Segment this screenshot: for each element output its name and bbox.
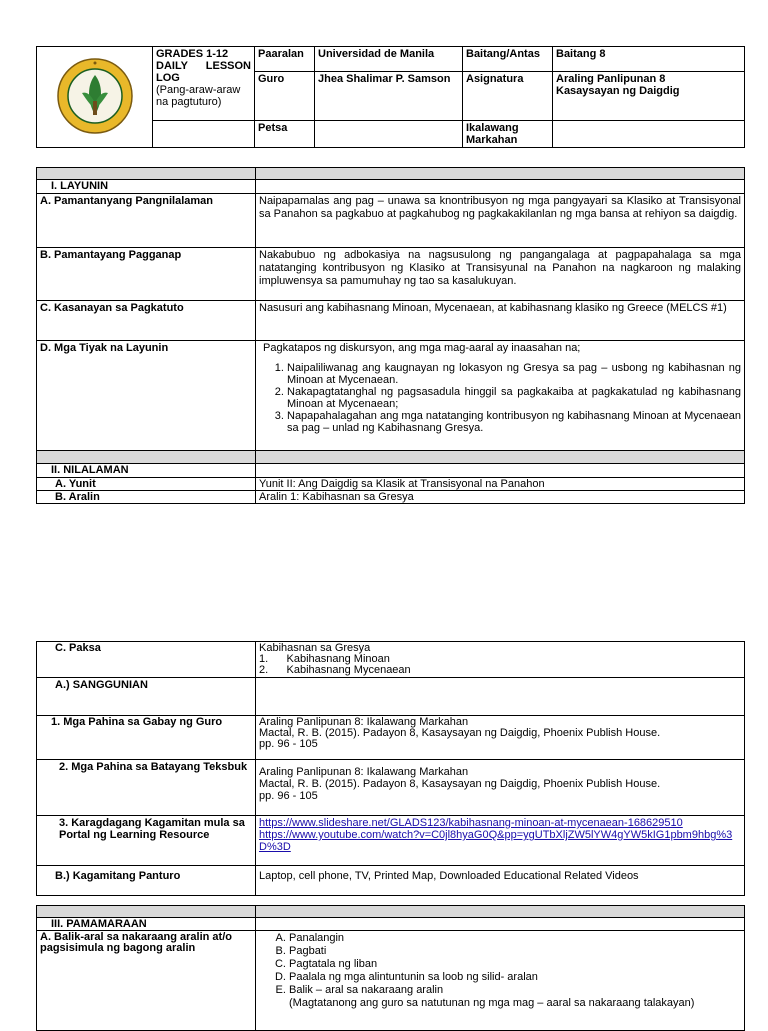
petsa-label: Petsa — [255, 121, 315, 148]
school-seal-icon — [56, 57, 134, 135]
reference-line: Araling Panlipunan 8: Ikalawang Markahan — [259, 766, 469, 778]
layunin-d-content — [256, 341, 745, 451]
asignatura-value — [553, 72, 745, 121]
dll-subtitle: (Pang-araw-araw na pagtuturo) — [156, 84, 241, 108]
baitang-label: Baitang/Antas — [463, 47, 553, 72]
sanggunian-table — [36, 641, 745, 896]
panturo-text: Laptop, cell phone, TV, Printed Map, Downloaded Educational Related Videos — [256, 866, 745, 896]
list-item: 3. Napapahalagahan ang mga natatanging kontribusyon ng kabihasnang Minoan at Mycenaean sa pag – unlad ng Kabihasnang Gresya. — [287, 410, 741, 434]
paksa-label: C. Paksa — [37, 642, 256, 678]
paksa-title: Kabihasnan sa Gresya — [259, 642, 371, 654]
baitang-value: Baitang 8 — [553, 47, 745, 72]
portal-links — [256, 816, 745, 866]
school-seal-cell — [37, 47, 153, 148]
teksbuk-content — [256, 760, 745, 816]
list-item: 2. Kabihasnang Mycenaean — [259, 664, 411, 676]
layunin-heading: I. LAYUNIN — [37, 180, 256, 194]
reference-line: pp. 96 - 105 — [259, 738, 318, 750]
list-item: 1. Naipaliliwanag ang kaugnayan ng lokasyon ng Gresya sa pag – usbong ng kabihasnan ng Minoan at Mycenaean. — [287, 362, 741, 386]
layunin-c-label: C. Kasanayan sa Pagkatuto — [37, 301, 256, 341]
paaralan-label: Paaralan — [255, 47, 315, 72]
panturo-label: B.) Kagamitang Panturo — [37, 866, 256, 896]
list-item: C. Pagtatala ng liban — [289, 958, 741, 971]
layunin-b-text: Nakabubuo ng adbokasiya na nagsusulong ng pangangalaga at pagpapahalaga sa mga natatanging kontribusyon ng Klasiko at Transisyunal na Panahon na nagkaroon ng malaking impluwensya sa pamumuhay ng tao sa kasalukuyan. — [256, 248, 745, 301]
pamamaraan-a-label: A. Balik-aral sa nakaraang aralin at/o pagsisimula ng bagong aralin — [37, 931, 256, 1031]
dll-title-line1: GRADES 1-12 — [156, 48, 229, 60]
layunin-table — [36, 167, 745, 504]
list-item: 1. Kabihasnang Minoan — [259, 653, 390, 665]
portal-label: 3. Karagdagang Kagamitan mula sa Portal ng Learning Resource — [37, 816, 256, 866]
pamamaraan-heading: III. PAMAMARAAN — [37, 918, 256, 931]
reference-line: Mactal, R. B. (2015). Padayon 8, Kasaysayan ng Daigdig, Phoenix Publish House. — [259, 778, 661, 790]
teksbuk-label: 2. Mga Pahina sa Batayang Teksbuk — [37, 760, 256, 816]
guro-pages-content — [256, 716, 745, 760]
sanggunian-label: A.) SANGGUNIAN — [37, 678, 256, 716]
paksa-content — [256, 642, 745, 678]
pamamaraan-a-content — [256, 931, 745, 1031]
list-item: B. Pagbati — [289, 945, 741, 958]
shade-row — [37, 906, 256, 918]
asignatura-label: Asignatura — [463, 72, 553, 121]
list-item: D. Paalala ng mga alintuntunin sa loob ng silid- aralan — [289, 971, 741, 984]
pamamaraan-a-list — [259, 932, 741, 997]
asignatura-line1: Araling Panlipunan 8 — [556, 73, 666, 85]
markahan-value — [553, 121, 745, 148]
pamamaraan-a-note: (Magtatanong ang guro sa natutunan ng mga mag – aaral sa nakaraang talakayan) — [289, 997, 695, 1009]
dll-title-filler — [153, 121, 255, 148]
guro-pages-label: 1. Mga Pahina sa Gabay ng Guro — [37, 716, 256, 760]
pamamaraan-table — [36, 905, 745, 1031]
petsa-value — [315, 121, 463, 148]
slideshare-link[interactable]: https://www.slideshare.net/GLADS123/kabihasnang-minoan-at-mycenaean-168629510 — [259, 817, 683, 829]
nilalaman-b-text: Aralin 1: Kabihasnan sa Gresya — [256, 491, 745, 504]
nilalaman-a-label: A. Yunit — [37, 478, 256, 491]
list-item: 2. Nakapagtatanghal ng pagsasadula hinggil sa pagkakaiba at pagkakatulad ng kabihasnang Minoan at Mycenaean; — [287, 386, 741, 410]
reference-line: pp. 96 - 105 — [259, 790, 318, 802]
dll-title-cell — [153, 47, 255, 121]
markahan-label: Ikalawang Markahan — [463, 121, 553, 148]
reference-line: Mactal, R. B. (2015). Padayon 8, Kasaysayan ng Daigdig, Phoenix Publish House. — [259, 727, 661, 739]
layunin-d-intro: Pagkatapos ng diskursyon, ang mga mag-aaral ay inaasahan na; — [263, 342, 581, 354]
list-item: E. Balik – aral sa nakaraang aralin — [289, 984, 741, 997]
reference-line: Araling Panlipunan 8: Ikalawang Markahan — [259, 716, 469, 728]
list-item: A. Panalangin — [289, 932, 741, 945]
layunin-d-list — [259, 362, 741, 434]
nilalaman-heading: II. NILALAMAN — [37, 464, 256, 478]
layunin-a-label: A. Pamantanyang Pangnilalaman — [37, 194, 256, 248]
shade-row — [37, 451, 256, 464]
nilalaman-a-text: Yunit II: Ang Daigdig sa Klasik at Transisyonal na Panahon — [256, 478, 745, 491]
paaralan-value: Universidad de Manila — [315, 47, 463, 72]
dll-title-line2: DAILY LESSON LOG — [156, 60, 251, 84]
layunin-d-label: D. Mga Tiyak na Layunin — [37, 341, 256, 451]
layunin-a-text: Naipapamalas ang pag – unawa sa knontribusyon ng mga pangyayari sa Klasiko at Transisyonal sa Panahon sa pagkabuo at pagkahubog ng pagkakakilanlan ng mga bansa at rehiyon sa daigdig. — [256, 194, 745, 248]
guro-value: Jhea Shalimar P. Samson — [315, 72, 463, 121]
layunin-b-label: B. Pamantayang Pagganap — [37, 248, 256, 301]
guro-label: Guro — [255, 72, 315, 121]
nilalaman-b-label: B. Aralin — [37, 491, 256, 504]
header-table — [36, 46, 745, 148]
layunin-c-text: Nasusuri ang kabihasnang Minoan, Mycenaean, at kabihasnang klasiko ng Greece (MELCS #1) — [256, 301, 745, 341]
asignatura-line2: Kasaysayan ng Daigdig — [556, 85, 680, 97]
youtube-link[interactable]: https://www.youtube.com/watch?v=C0jl8hyaG0Q&pp=ygUTbXljZW5lYW4gYW5kIG1pbm9hbg%3D%3D — [259, 829, 733, 853]
shade-row — [37, 168, 256, 180]
